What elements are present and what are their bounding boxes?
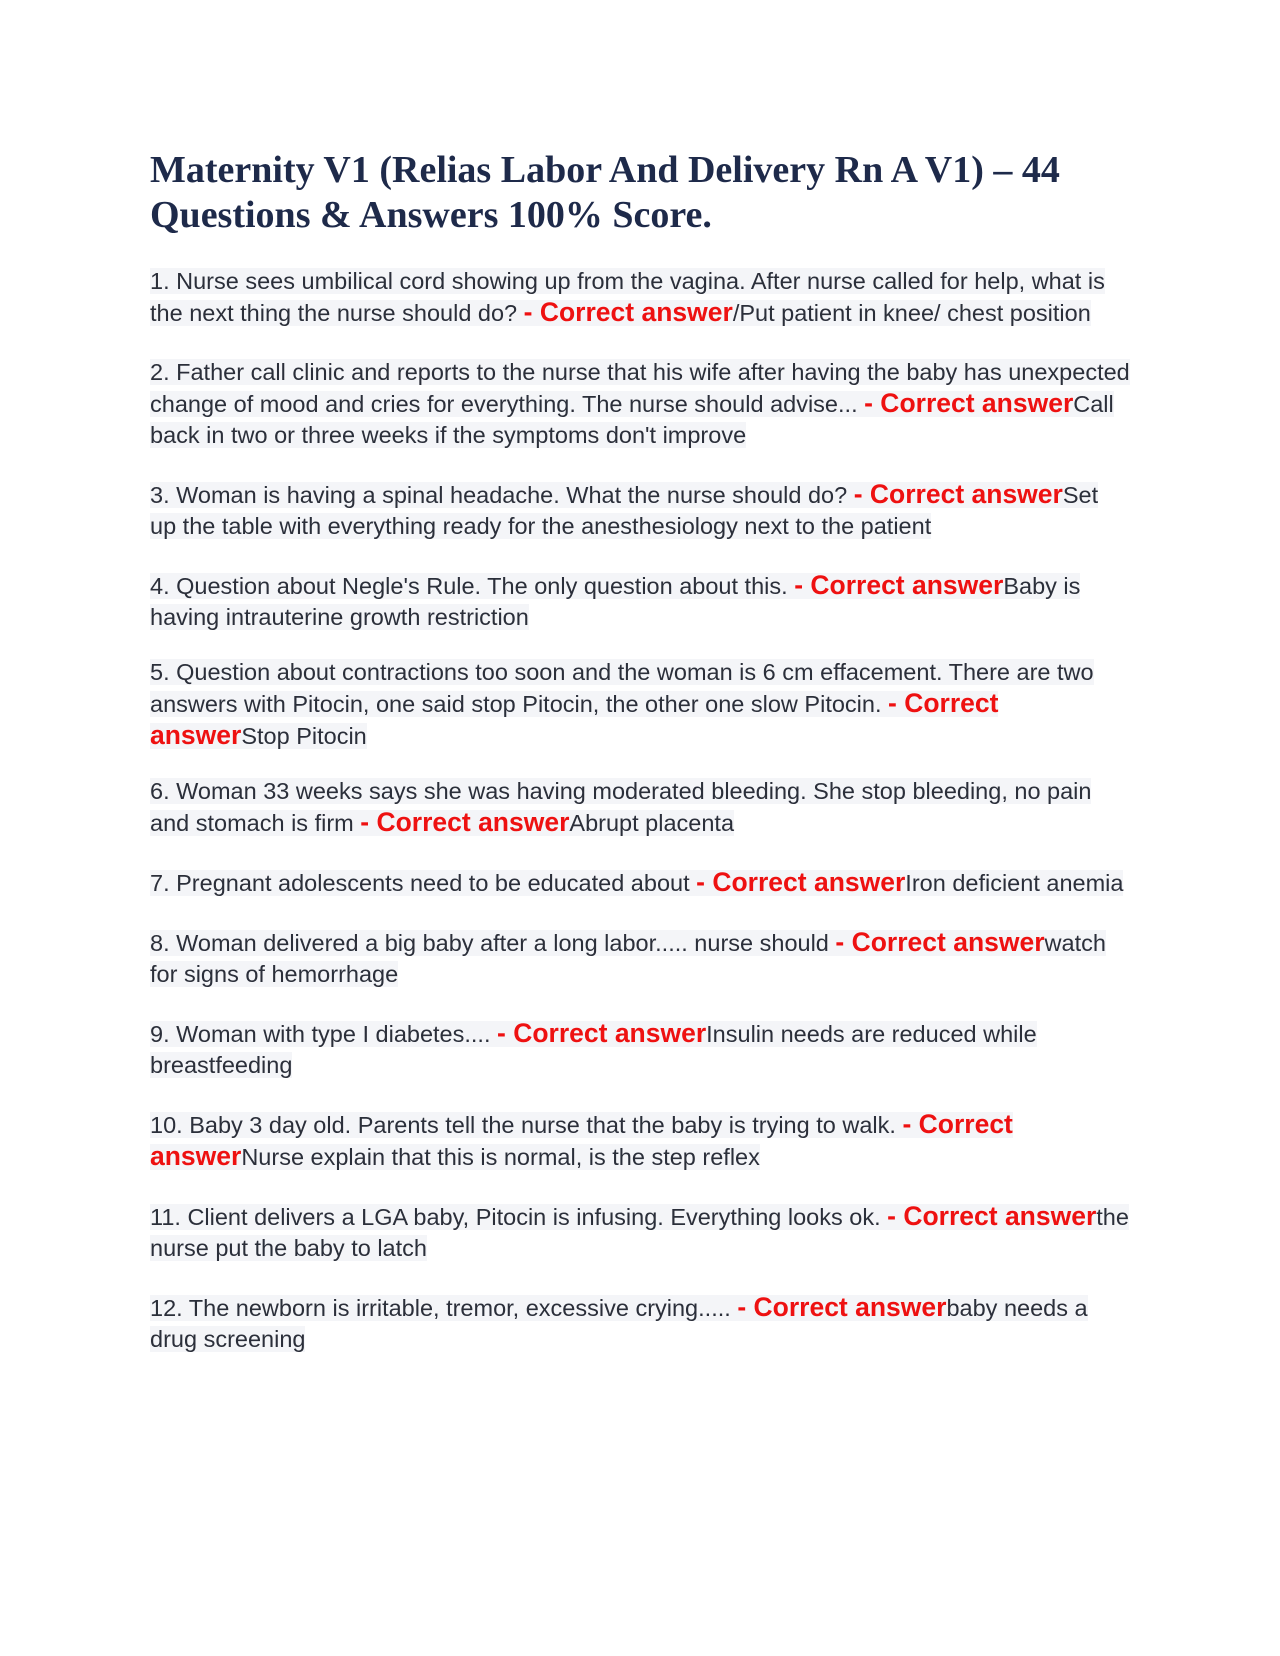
correct-answer-marker: - Correct answer <box>835 927 1045 957</box>
question-text: 1. Nurse sees umbilical cord showing up from the vagina. After nurse called for help, what is the next thing the nurse should do? <box>150 268 1105 326</box>
answer-text: baby needs a drug screening <box>150 1295 1088 1352</box>
qa-item-9 <box>150 1018 1130 1081</box>
qa-item-11 <box>150 1201 1130 1264</box>
correct-answer-marker: - Correct answer <box>696 867 906 897</box>
correct-answer-marker: - Correct answer <box>523 297 733 327</box>
qa-item-12 <box>150 1292 1130 1355</box>
answer-text: Baby is having intrauterine growth restriction <box>150 573 1081 630</box>
question-text: 8. Woman delivered a big baby after a long labor..... nurse should <box>150 930 836 956</box>
qa-item-10 <box>150 1109 1130 1173</box>
question-text: 2. Father call clinic and reports to the nurse that his wife after having the baby has unexpected change of mood and cries for everything. The nurse should advise... <box>150 359 1130 417</box>
document-page <box>150 148 1130 1355</box>
qa-item-8 <box>150 927 1130 990</box>
answer-text: Iron deficient anemia <box>905 870 1124 896</box>
question-text: 3. Woman is having a spinal headache. What the nurse should do? <box>150 482 854 508</box>
question-text: 12. The newborn is irritable, tremor, excessive crying..... <box>150 1295 738 1321</box>
qa-item-7 <box>150 867 1130 899</box>
correct-answer-marker: - Correct answer <box>150 688 999 750</box>
answer-text: Abrupt placenta <box>569 810 735 836</box>
question-text: 6. Woman 33 weeks says she was having moderated bleeding. She stop bleeding, no pain and stomach is firm <box>150 778 1092 836</box>
question-text: 7. Pregnant adolescents need to be educated about <box>150 870 697 896</box>
correct-answer-marker: - Correct answer <box>794 570 1004 600</box>
correct-answer-marker: - Correct answer <box>360 807 570 837</box>
answer-text: the nurse put the baby to latch <box>150 1204 1129 1261</box>
correct-answer-marker: - Correct answer <box>497 1018 707 1048</box>
correct-answer-marker: - Correct answer <box>864 388 1074 418</box>
question-text: 10. Baby 3 day old. Parents tell the nurse that the baby is trying to walk. <box>150 1112 903 1138</box>
answer-text: Call back in two or three weeks if the symptoms don't improve <box>150 391 1114 448</box>
answer-text: Insulin needs are reduced while breastfeeding <box>150 1021 1037 1078</box>
answer-text: Nurse explain that this is normal, is the step reflex <box>241 1144 760 1170</box>
qa-item-6 <box>150 776 1130 839</box>
correct-answer-marker: - Correct answer <box>887 1201 1097 1231</box>
qa-item-5 <box>150 657 1130 752</box>
qa-item-3 <box>150 479 1130 542</box>
question-text: 5. Question about contractions too soon and the woman is 6 cm effacement. There are two answers with Pitocin, one said stop Pitocin, the other one slow Pitocin. <box>150 659 1094 717</box>
answer-text: Set up the table with everything ready for the anesthesiology next to the patient <box>150 482 1099 539</box>
qa-item-2 <box>150 357 1130 451</box>
answer-text: /Put patient in knee/ chest position <box>732 300 1091 326</box>
question-text: 9. Woman with type I diabetes.... <box>150 1021 498 1047</box>
question-text: 4. Question about Negle's Rule. The only question about this. <box>150 573 795 599</box>
answer-text: Stop Pitocin <box>241 723 367 749</box>
question-text: 11. Client delivers a LGA baby, Pitocin is infusing. Everything looks ok. <box>150 1204 888 1230</box>
qa-item-1 <box>150 266 1130 329</box>
qa-item-4 <box>150 570 1130 633</box>
correct-answer-marker: - Correct answer <box>737 1292 947 1322</box>
document-title: Maternity V1 (Relias Labor And Delivery Rn A V1) – 44 Questions & Answers 100% Score. <box>150 149 1060 236</box>
correct-answer-marker: - Correct answer <box>853 479 1063 509</box>
correct-answer-marker: - Correct answer <box>150 1109 1013 1171</box>
answer-text: watch for signs of hemorrhage <box>150 930 1106 987</box>
